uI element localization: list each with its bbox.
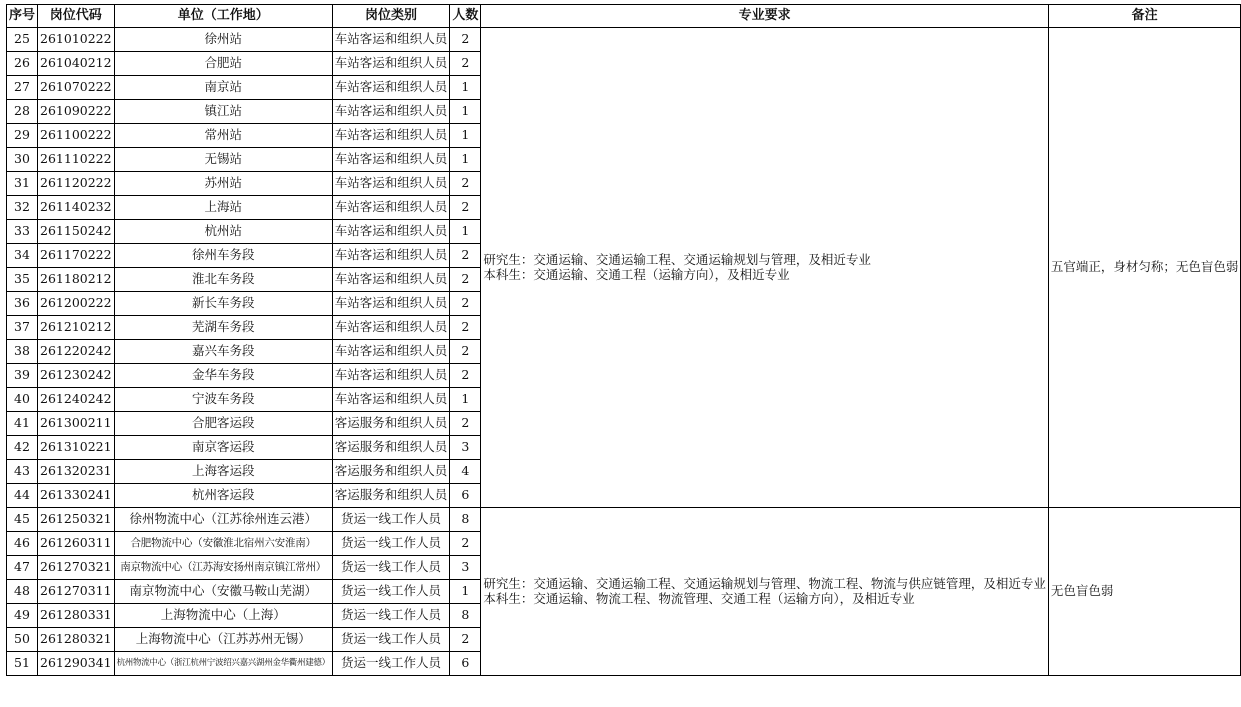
- row-number: 46: [7, 532, 38, 556]
- unit-location: 上海物流中心（江苏苏州无锡）: [114, 628, 332, 652]
- recruitment-table: [6, 4, 1241, 676]
- position-category: 货运一线工作人员: [332, 556, 450, 580]
- row-number: 35: [7, 268, 38, 292]
- unit-location: 南京站: [114, 76, 332, 100]
- position-category: 客运服务和组织人员: [332, 412, 450, 436]
- position-code: 261110222: [38, 148, 115, 172]
- header-cell: 人数: [450, 5, 481, 28]
- unit-location: 徐州站: [114, 28, 332, 52]
- headcount: 2: [450, 268, 481, 292]
- position-category: 货运一线工作人员: [332, 652, 450, 676]
- unit-location: 镇江站: [114, 100, 332, 124]
- unit-location: 淮北车务段: [114, 268, 332, 292]
- headcount: 6: [450, 652, 481, 676]
- row-number: 41: [7, 412, 38, 436]
- position-code: 261090222: [38, 100, 115, 124]
- position-category: 车站客运和组织人员: [332, 124, 450, 148]
- position-category: 车站客运和组织人员: [332, 340, 450, 364]
- position-code: 261260311: [38, 532, 115, 556]
- position-category: 车站客运和组织人员: [332, 172, 450, 196]
- position-code: 261320231: [38, 460, 115, 484]
- row-number: 29: [7, 124, 38, 148]
- headcount: 2: [450, 244, 481, 268]
- position-category: 车站客运和组织人员: [332, 244, 450, 268]
- position-code: 261040212: [38, 52, 115, 76]
- headcount: 2: [450, 28, 481, 52]
- row-number: 44: [7, 484, 38, 508]
- major-requirements: [481, 28, 1049, 508]
- position-category: 货运一线工作人员: [332, 532, 450, 556]
- position-category: 车站客运和组织人员: [332, 292, 450, 316]
- unit-location: 南京客运段: [114, 436, 332, 460]
- position-code: 261250321: [38, 508, 115, 532]
- position-code: 261330241: [38, 484, 115, 508]
- unit-location: 无锡站: [114, 148, 332, 172]
- headcount: 4: [450, 460, 481, 484]
- unit-location: 新长车务段: [114, 292, 332, 316]
- row-number: 50: [7, 628, 38, 652]
- headcount: 2: [450, 532, 481, 556]
- row-number: 30: [7, 148, 38, 172]
- requirement-line: 研究生：交通运输、交通运输工程、交通运输规划与管理、物流工程、物流与供应链管理，及相近专业: [483, 576, 1046, 592]
- requirement-line: 本科生：交通运输、物流工程、物流管理、交通工程（运输方向），及相近专业: [483, 590, 915, 606]
- unit-location: 合肥站: [114, 52, 332, 76]
- position-category: 车站客运和组织人员: [332, 268, 450, 292]
- position-category: 货运一线工作人员: [332, 580, 450, 604]
- position-code: 261270321: [38, 556, 115, 580]
- row-number: 39: [7, 364, 38, 388]
- unit-location: 徐州物流中心（江苏徐州连云港）: [114, 508, 332, 532]
- headcount: 8: [450, 508, 481, 532]
- position-code: 261230242: [38, 364, 115, 388]
- position-code: 261180212: [38, 268, 115, 292]
- requirement-line: 研究生：交通运输、交通运输工程、交通运输规划与管理，及相近专业: [483, 252, 871, 268]
- unit-location: 合肥客运段: [114, 412, 332, 436]
- row-number: 28: [7, 100, 38, 124]
- headcount: 6: [450, 484, 481, 508]
- requirement-line: 本科生：交通运输、交通工程（运输方向），及相近专业: [483, 266, 790, 282]
- unit-location: 金华车务段: [114, 364, 332, 388]
- headcount: 1: [450, 76, 481, 100]
- row-number: 36: [7, 292, 38, 316]
- position-code: 261220242: [38, 340, 115, 364]
- position-code: 261200222: [38, 292, 115, 316]
- position-code: 261240242: [38, 388, 115, 412]
- position-category: 车站客运和组织人员: [332, 148, 450, 172]
- position-category: 车站客运和组织人员: [332, 52, 450, 76]
- position-category: 车站客运和组织人员: [332, 76, 450, 100]
- position-category: 车站客运和组织人员: [332, 316, 450, 340]
- headcount: 1: [450, 100, 481, 124]
- position-code: 261310221: [38, 436, 115, 460]
- headcount: 2: [450, 52, 481, 76]
- row-number: 31: [7, 172, 38, 196]
- position-code: 261100222: [38, 124, 115, 148]
- row-number: 34: [7, 244, 38, 268]
- headcount: 2: [450, 196, 481, 220]
- headcount: 2: [450, 292, 481, 316]
- position-category: 车站客运和组织人员: [332, 364, 450, 388]
- position-code: 261300211: [38, 412, 115, 436]
- position-category: 车站客运和组织人员: [332, 28, 450, 52]
- header-cell: 序号: [7, 5, 38, 28]
- headcount: 3: [450, 556, 481, 580]
- row-number: 33: [7, 220, 38, 244]
- header-row: [7, 5, 1241, 28]
- unit-location: 杭州客运段: [114, 484, 332, 508]
- row-number: 27: [7, 76, 38, 100]
- position-code: 261210212: [38, 316, 115, 340]
- headcount: 2: [450, 340, 481, 364]
- headcount: 2: [450, 316, 481, 340]
- row-number: 40: [7, 388, 38, 412]
- position-category: 货运一线工作人员: [332, 604, 450, 628]
- position-code: 261150242: [38, 220, 115, 244]
- row-number: 51: [7, 652, 38, 676]
- table-body: [7, 28, 1241, 676]
- unit-location: 嘉兴车务段: [114, 340, 332, 364]
- unit-location: 徐州车务段: [114, 244, 332, 268]
- position-code: 261290341: [38, 652, 115, 676]
- headcount: 8: [450, 604, 481, 628]
- row-number: 45: [7, 508, 38, 532]
- unit-location: 常州站: [114, 124, 332, 148]
- position-category: 客运服务和组织人员: [332, 460, 450, 484]
- major-requirements: [481, 508, 1049, 676]
- unit-location: 上海客运段: [114, 460, 332, 484]
- row-number: 32: [7, 196, 38, 220]
- unit-location: 合肥物流中心（安徽淮北宿州六安淮南）: [114, 532, 332, 556]
- row-number: 25: [7, 28, 38, 52]
- position-category: 货运一线工作人员: [332, 628, 450, 652]
- position-category: 车站客运和组织人员: [332, 100, 450, 124]
- position-code: 261120222: [38, 172, 115, 196]
- position-category: 货运一线工作人员: [332, 508, 450, 532]
- position-category: 车站客运和组织人员: [332, 196, 450, 220]
- row-number: 49: [7, 604, 38, 628]
- position-code: 261140232: [38, 196, 115, 220]
- header-cell: 岗位类别: [332, 5, 450, 28]
- position-category: 车站客运和组织人员: [332, 388, 450, 412]
- row-number: 38: [7, 340, 38, 364]
- position-category: 客运服务和组织人员: [332, 484, 450, 508]
- headcount: 2: [450, 412, 481, 436]
- headcount: 2: [450, 364, 481, 388]
- position-code: 261270311: [38, 580, 115, 604]
- headcount: 1: [450, 124, 481, 148]
- row-number: 43: [7, 460, 38, 484]
- unit-location: 杭州物流中心（浙江杭州宁波绍兴嘉兴湖州金华衢州建德）: [114, 652, 332, 676]
- unit-location: 芜湖车务段: [114, 316, 332, 340]
- header-cell: 单位（工作地）: [114, 5, 332, 28]
- position-code: 261280331: [38, 604, 115, 628]
- headcount: 1: [450, 220, 481, 244]
- unit-location: 上海站: [114, 196, 332, 220]
- row-number: 42: [7, 436, 38, 460]
- header-cell: 备注: [1048, 5, 1241, 28]
- row-number: 48: [7, 580, 38, 604]
- headcount: 1: [450, 388, 481, 412]
- row-number: 37: [7, 316, 38, 340]
- remarks: 无色盲色弱: [1048, 508, 1241, 676]
- position-category: 车站客运和组织人员: [332, 220, 450, 244]
- position-code: 261070222: [38, 76, 115, 100]
- headcount: 3: [450, 436, 481, 460]
- unit-location: 上海物流中心（上海）: [114, 604, 332, 628]
- header-cell: 专业要求: [481, 5, 1049, 28]
- table-row: [7, 508, 1241, 532]
- unit-location: 苏州站: [114, 172, 332, 196]
- unit-location: 南京物流中心（安徽马鞍山芜湖）: [114, 580, 332, 604]
- headcount: 1: [450, 148, 481, 172]
- headcount: 1: [450, 580, 481, 604]
- header-cell: 岗位代码: [38, 5, 115, 28]
- table-row: [7, 28, 1241, 52]
- remarks: 五官端正，身材匀称；无色盲色弱: [1048, 28, 1241, 508]
- position-category: 客运服务和组织人员: [332, 436, 450, 460]
- headcount: 2: [450, 172, 481, 196]
- position-code: 261010222: [38, 28, 115, 52]
- position-code: 261280321: [38, 628, 115, 652]
- unit-location: 宁波车务段: [114, 388, 332, 412]
- row-number: 26: [7, 52, 38, 76]
- position-code: 261170222: [38, 244, 115, 268]
- headcount: 2: [450, 628, 481, 652]
- row-number: 47: [7, 556, 38, 580]
- unit-location: 杭州站: [114, 220, 332, 244]
- unit-location: 南京物流中心（江苏海安扬州南京镇江常州）: [114, 556, 332, 580]
